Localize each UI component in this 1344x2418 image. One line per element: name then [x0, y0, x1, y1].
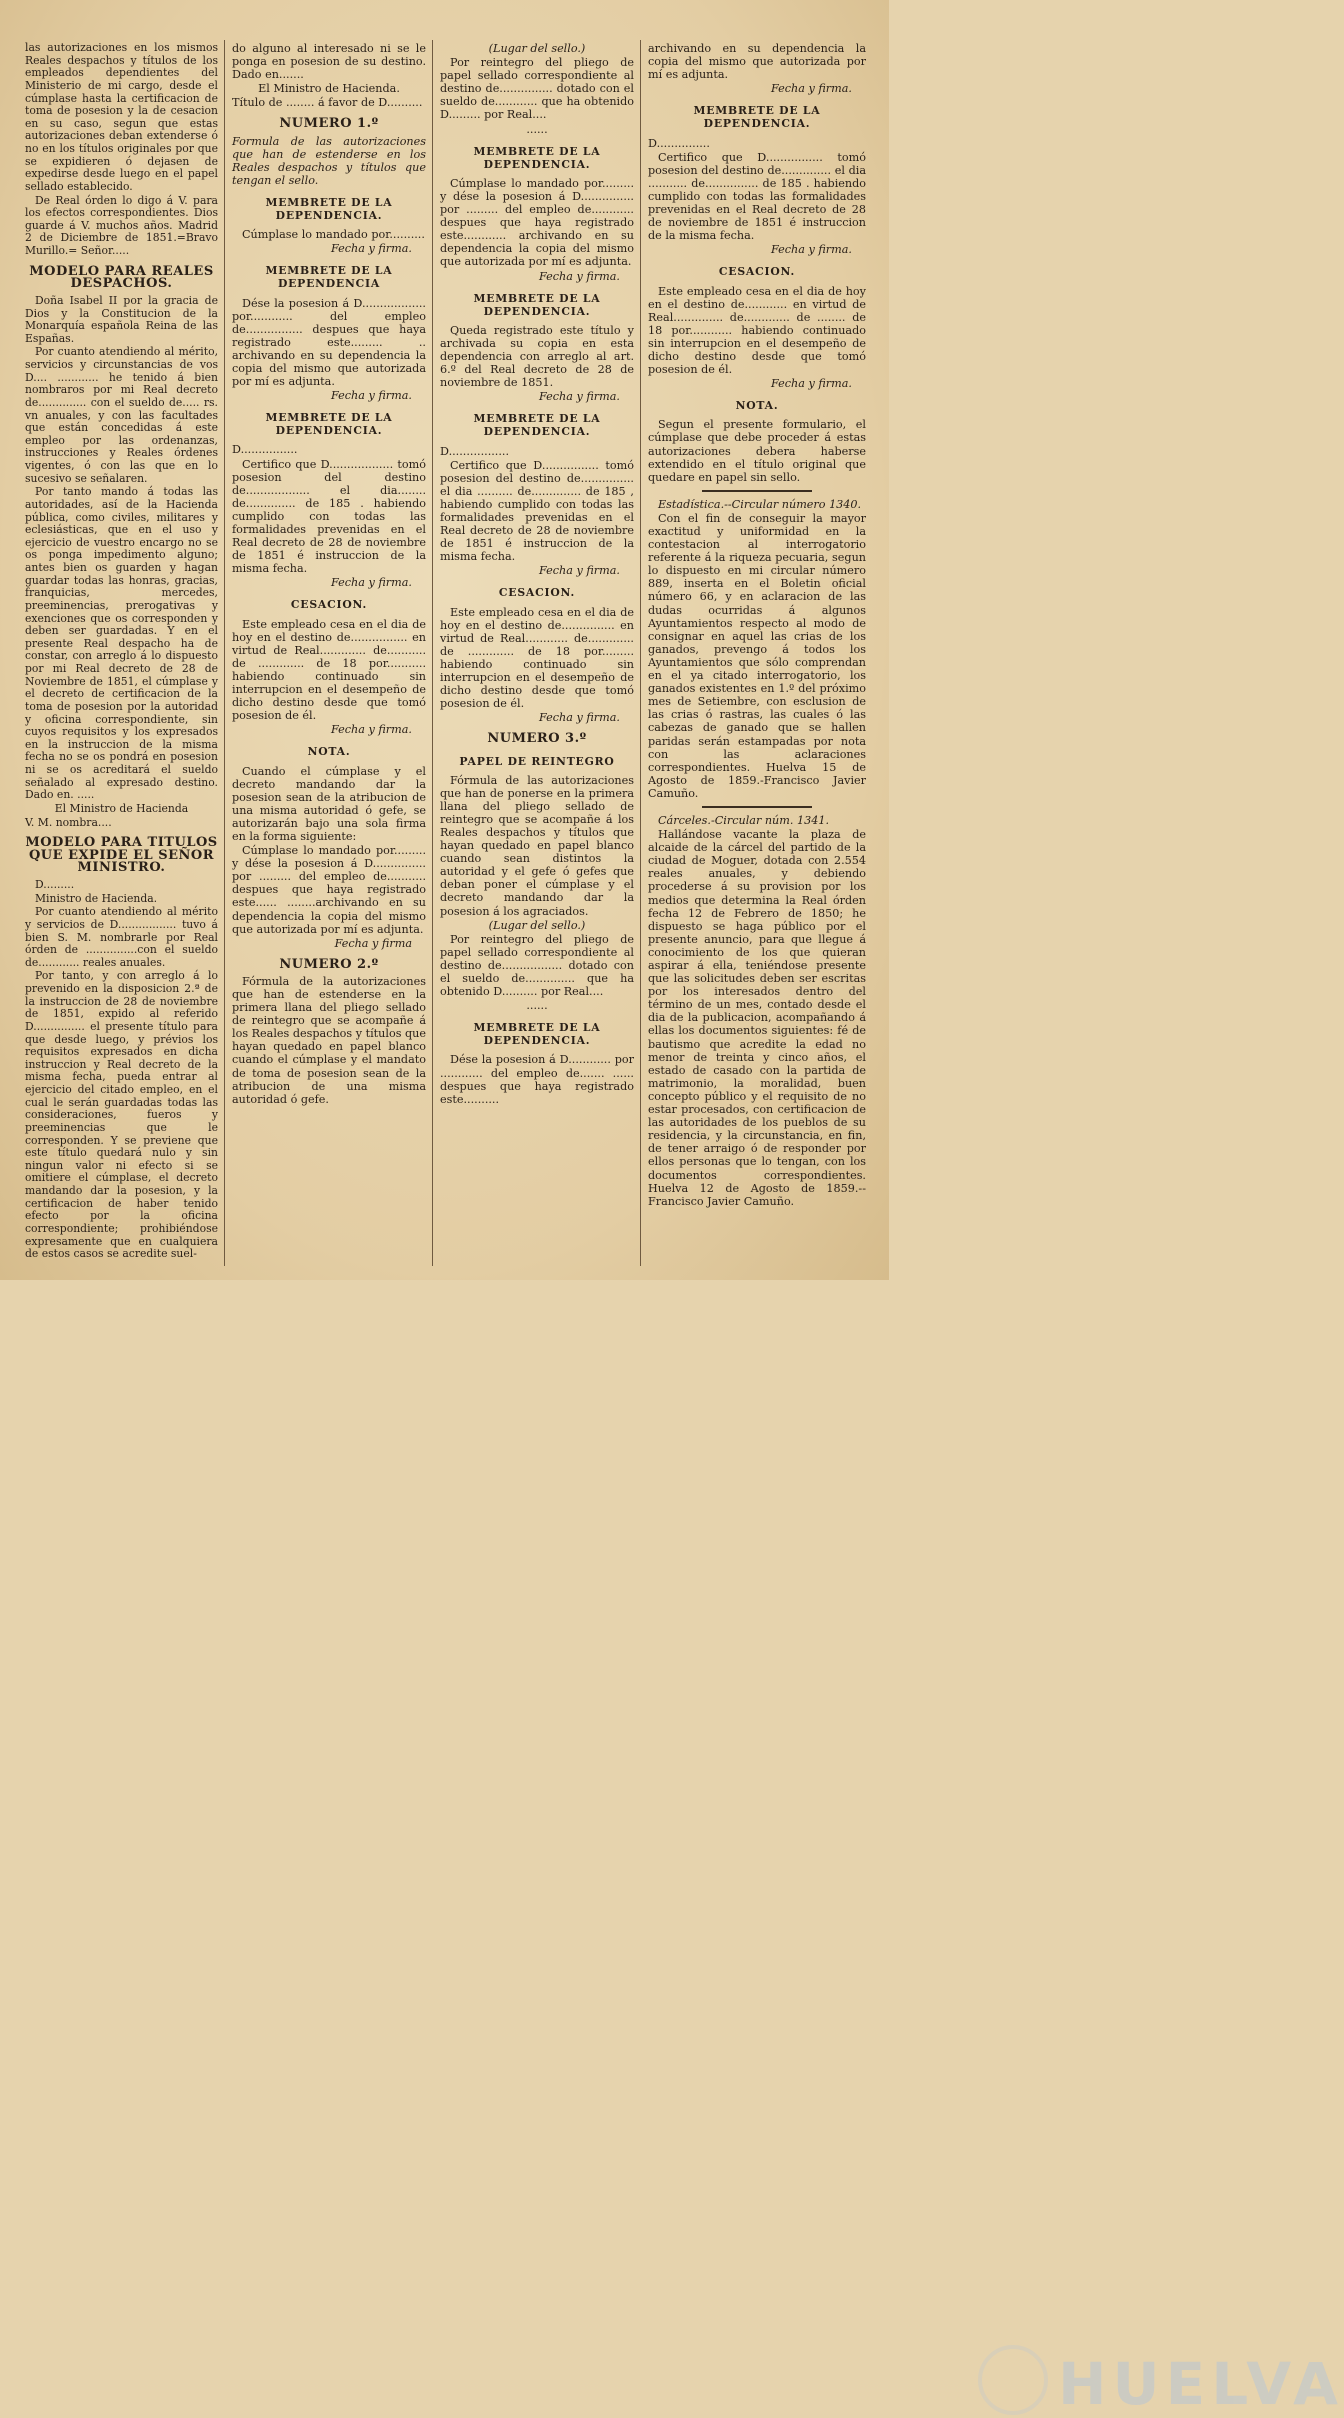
section-heading: MEMBRETE DE LA DEPENDENCIA	[265, 264, 393, 291]
paragraph: De Real órden lo digo á V. para los efectos correspondientes. Dios guarde á V. muchos años. Madrid 2 de Diciembre de 1851.=Bravo Murillo.= Señor.....	[25, 193, 218, 257]
section-heading: CESACION.	[290, 598, 368, 612]
column-rule	[432, 40, 433, 1266]
section-heading: CESACION.	[498, 586, 576, 600]
paragraph: D.........	[35, 878, 75, 891]
paragraph: D.................	[440, 444, 510, 458]
section-heading: CESACION.	[718, 265, 796, 279]
paragraph: Este empleado cesa en el dia de hoy en el destino de................ en virtud de Real............. de........... de ............. de 18 por........... habiendo continuado sin interrupcion en el desempeño de dicho destino desde que tomó posesion de él.	[232, 617, 426, 723]
signature-line: Fecha y firma.	[539, 269, 620, 283]
column-rule	[224, 40, 225, 1266]
signature-line: Fecha y firma.	[539, 711, 620, 725]
paragraph: D................	[232, 443, 298, 457]
paragraph: Fórmula de la autorizaciones que han de estenderse en la primera llana del pliego sellado de reintegro que se acompañe á los Reales despachos y títulos que hayan quedado en papel blanco cuando el cúmplase y el mandato de toma de posesion sean de la atribucion de una misma autoridad ó gefe.	[232, 974, 426, 1106]
column-1	[25, 42, 218, 1270]
section-title: MODELO PARA REALES DESPACHOS.	[29, 263, 214, 292]
paragraph: Certifico que D................ tomó posesion del destino de............... el dia .......... de.............. de 185 , habiendo cumplido con todas las formalidades prevenidas en el Real decreto de 28 de noviembre de 1851 é instruccion de la misma fecha.	[440, 458, 634, 564]
paragraph: Por tanto, y con arreglo á lo prevenido en la disposicion 2.ª de la instruccion de 28 de noviembre de 1851, expido al referido D............... el presente título para que desde luego, y prévios los requisitos expresados en dicha instruccion y Real decreto de la misma fecha, pueda entrar al ejercicio del citado empleo, en el cual le serán guardadas todas las consideraciones, fueros y preeminencias que le corresponden. Y se previene que este título quedará nulo y sin ningun valor ni efecto si se omitiere el cúmplase, el decreto mandando dar la posesion, y la certificacion de haber tenido efecto por la oficina correspondiente; prohibiéndose expresamente que en cualquiera de estos casos se acredite suel-	[25, 969, 218, 1261]
paragraph: do alguno al interesado ni se le ponga en posesion de su destino. Dado en.......	[232, 42, 426, 82]
section-title: NUMERO 1.º	[279, 116, 379, 132]
section-heading: MEMBRETE DE LA DEPENDENCIA.	[265, 411, 393, 438]
paragraph: Fórmula de las autorizaciones que han de ponerse en la primera llana del pliego sellado de reintegro que se acompañe á los Reales despachos y títulos que hayan quedado en papel blanco cuando sean distintos la autoridad y el gefe ó gefes que deban poner el cúmplase y el decreto mandando dar la posesion á los agraciados.	[440, 773, 634, 918]
paragraph: Este empleado cesa en el dia de hoy en el destino de............... en virtud de Real............ de............. de ............. de 18 por......... habiendo continuado sin interrupcion en el desempeño de dicho destino desde que tomó posesion de él.	[440, 605, 634, 711]
paragraph: Cárceles.-Circular núm. 1341.	[658, 813, 830, 827]
paragraph: las autorizaciones en los mismos Reales despachos y títulos de los empleados dependientes del Ministerio de mi cargo, desde el cúmplase hasta la certificacion de toma de posesion y la de cesacion en su caso, segun que estas autorizaciones deban extenderse ó no en los títulos originales por que se expidieren ó dejasen de expedirse desde luego en el papel sellado establecido.	[25, 41, 218, 193]
section-heading: NOTA.	[307, 745, 351, 759]
paragraph: Formula de las autorizaciones que han de estenderse en los Reales despachos y títulos que tengan el sello.	[232, 134, 426, 187]
column-rule	[640, 40, 641, 1266]
section-heading: MEMBRETE DE LA DEPENDENCIA.	[693, 104, 821, 131]
paragraph: Por reintegro del pliego de papel sellado correspondiente al destino de............... dotado con el sueldo de............ que ha obtenido D......... por Real....	[440, 56, 634, 122]
watermark-text: HUELVA	[1058, 2350, 1344, 2418]
signature-line: Fecha y firma.	[331, 389, 412, 403]
paragraph: D...............	[648, 136, 710, 150]
section-heading: MEMBRETE DE LA DEPENDENCIA.	[265, 195, 393, 223]
centered-line: (Lugar del sello.)	[488, 918, 586, 932]
section-heading: PAPEL DE REINTEGRO	[459, 754, 615, 768]
paragraph: Ministro de Hacienda.	[35, 891, 158, 905]
section-title: NUMERO 3.º	[487, 731, 587, 747]
centered-line: El Ministro de Hacienda.	[258, 82, 400, 96]
signature-line: Fecha y firma.	[771, 243, 852, 257]
paragraph: Cúmplase lo mandado por..........	[242, 228, 425, 242]
paragraph: Por cuanto atendiendo al mérito y servicios de D................. tuvo á bien S. M. nombrarle por Real órden de ...............con el sueldo de............ reales anuales.	[25, 905, 218, 969]
section-heading: NOTA.	[735, 399, 779, 413]
centered-line: ......	[526, 122, 548, 136]
paragraph: Cuando el cúmplase y el decreto mandando dar la posesion sean de la atribucion de una misma autoridad ó gefe, se autorizarán bajo una sola firma en la forma siguiente:	[232, 764, 426, 843]
paragraph: Doña Isabel II por la gracia de Dios y la Constitucion de la Monarquía española Reina de las Españas.	[25, 293, 218, 345]
centered-line: (Lugar del sello.)	[488, 42, 586, 55]
paragraph: Por reintegro del pliego de papel sellado correspondiente al destino de................. dotado con el sueldo de.............. que ha obtenido D.......... por Real....	[440, 932, 634, 999]
paragraph: Estadística.--Circular número 1340.	[658, 497, 862, 511]
section-title: MODELO PARA TITULOS QUE EXPIDE EL SEÑOR MINISTRO.	[25, 835, 218, 876]
paragraph: Título de ........ á favor de D..........	[232, 96, 423, 110]
signature-line: Fecha y firma.	[539, 390, 620, 404]
huelva-watermark	[488, 1160, 1344, 2418]
paragraph: Este empleado cesa en el dia de hoy en el destino de............ en virtud de Real.............. de............. de ........ de 18 por............ habiendo continuado sin interrupcion en el desempeño de dicho destino desde que tomó posesion de él.	[648, 284, 866, 377]
paragraph: Por tanto mando á todas las autoridades, así de la Hacienda pública, como civiles, militares y eclesiásticas, que en el uso y ejercicio de vuestro encargo no se os ponga impedimento alguno; antes bien os guarden y hagan guardar todas las honras, gracias, franquicias, mercedes, preeminencias, prerogativas y exenciones que os corresponden y deben ser guardadas. Y en el presente Real despacho ha de constar, con arreglo á lo dispuesto por mi Real decreto de 28 de Noviembre de 1851, el cúmplase y el decreto de certificacion de la toma de posesion por la autoridad y oficina correspondiente, sin cuyos requisitos y los expresados en la instruccion de la misma fecha no se os pondrá en posesion ni se os acreditará el sueldo señalado al expresado destino. Dado en. .....	[25, 485, 218, 802]
section-divider	[702, 490, 812, 492]
signature-line: Fecha y firma.	[539, 564, 620, 578]
signature-line: Fecha y firma.	[331, 242, 412, 256]
section-title: NUMERO 2.º	[279, 956, 379, 972]
signature-line: Fecha y firma.	[771, 377, 852, 391]
column-4	[648, 42, 866, 1270]
column-2	[232, 42, 426, 1270]
paragraph: Dése la posesion á D............ por ............ del empleo de....... ...... despues que haya registrado este..........	[440, 1053, 634, 1106]
paragraph: Certifico que D................ tomó posesion del destino de.............. el dia ........... de............... de 185 . habiendo cumplido con todas las formalidades prevenidas en el Real decreto de 28 de noviembre de 1851 é instruccion de la misma fecha.	[648, 150, 866, 243]
paragraph: Segun el presente formulario, el cúmplase que debe proceder á estas autorizaciones debera haberse extendido en el título original que quedare en papel sin sello.	[648, 418, 866, 484]
paragraph: Por cuanto atendiendo al mérito, servicios y circunstancias de vos D.... ............ he tenido á bien nombraros por mi Real decreto de.............. con el sueldo de..... rs. vn anuales, y con las facultades que están concedidas á este empleo por las ordenanzas, instrucciones y Reales órdenes vigentes, ó con las que en lo sucesivo se señalaren.	[25, 345, 218, 485]
paragraph: Cúmplase lo mandado por......... y dése la posesion á D............... por ......... del empleo de........... despues que haya registrado este...... ........archivando en su dependencia la copia del mismo que autorizada por mí es adjunta.	[232, 844, 426, 936]
paragraph: Cúmplase lo mandado por......... y dése la posesion á D............... por ......... del empleo de............ despues que haya registrado este............ archivando en su dependencia la copia del mismo que autorizada por mí es adjunta.	[440, 176, 634, 269]
paragraph: archivando en su dependencia la copia del mismo que autorizada por mí es adjunta.	[648, 42, 866, 82]
paragraph: V. M. nombra....	[25, 815, 112, 829]
column-3	[440, 42, 634, 1270]
centered-line: ......	[526, 999, 548, 1013]
signature-line: Fecha y firma	[334, 936, 412, 950]
paragraph: Con el fin de conseguir la mayor exactitud y uniformidad en la contestacion al interrogatorio referente á la riqueza pecuaria, segun lo dispuesto en mi circular número 889, inserta en el Boletin oficial número 66, y en aclaracion de las dudas ocurridas á algunos Ayuntamientos respecto al modo de consignar en aquel las crias de los ganados, prevengo á todos los Ayuntamientos que sólo comprendan en el ya citado interrogatorio, los ganados existentes en 1.º del próximo mes de Setiembre, con esclusion de las crias ó rastras, las cuales ó las cabezas de ganado que se hallen paridas serán estampadas por nota con las aclaraciones correspondientes. Huelva 15 de Agosto de 1859.-Francisco Javier Camuño.	[648, 511, 866, 800]
section-heading: MEMBRETE DE LA DEPENDENCIA.	[473, 412, 601, 439]
signature-line: Fecha y firma.	[331, 576, 412, 590]
seal-icon	[978, 2345, 1048, 2415]
signature-line: Fecha y firma.	[331, 723, 412, 737]
section-divider	[702, 806, 812, 808]
paragraph: Certifico que D.................. tomó posesion del destino de.................. el dia........ de.............. de 185 . habiendo cumplido con todas las formalidades prevenidas en el Real decreto de 28 de noviembre de 1851 é instruccion de la misma fecha.	[232, 457, 426, 576]
section-heading: MEMBRETE DE LA DEPENDENCIA.	[473, 291, 601, 318]
section-heading: MEMBRETE DE LA DEPENDENCIA.	[473, 1021, 601, 1048]
paragraph: Queda registrado este título y archivada su copia en esta dependencia con arreglo al art. 6.º del Real decreto de 28 de noviembre de 1851.	[440, 323, 634, 390]
paragraph: Dése la posesion á D.................. por............ del empleo de................ despues que haya registrado este......... .. archivando en su dependencia la copia del mismo que autorizada por mí es adjunta.	[232, 296, 426, 389]
section-heading: MEMBRETE DE LA DEPENDENCIA.	[473, 144, 601, 171]
signature-line: Fecha y firma.	[771, 82, 852, 96]
paragraph: Hallándose vacante la plaza de alcaide de la cárcel del partido de la ciudad de Moguer, dotada con 2.554 reales anuales, y debiendo procederse á su provision por los medios que determina la Real órden fecha 12 de Febrero de 1850; he dispuesto se haga público por el presente anuncio, para que llegue á conocimiento de los que quieran aspirar á ella, teniéndose presente que las solicitudes deben ser escritas por los interesados dentro del término de un mes, contado desde el dia de la publicacion, acompañando á ellas los documentos siguientes: fé de bautismo que acredite la edad no menor de treinta y cinco años, el estado de casado con la partida de matrimonio, la moralidad, buen concepto público y el requisito de no estar procesados, con certificacion de las autoridades de los pueblos de su residencia, y la circunstancia, en fin, de tener arraigo ó de responder por ellos personas que lo tengan, con los documentos correspondientes. Huelva 12 de Agosto de 1859.--Francisco Javier Camuño.	[648, 828, 866, 1208]
centered-line: El Ministro de Hacienda	[54, 801, 189, 815]
